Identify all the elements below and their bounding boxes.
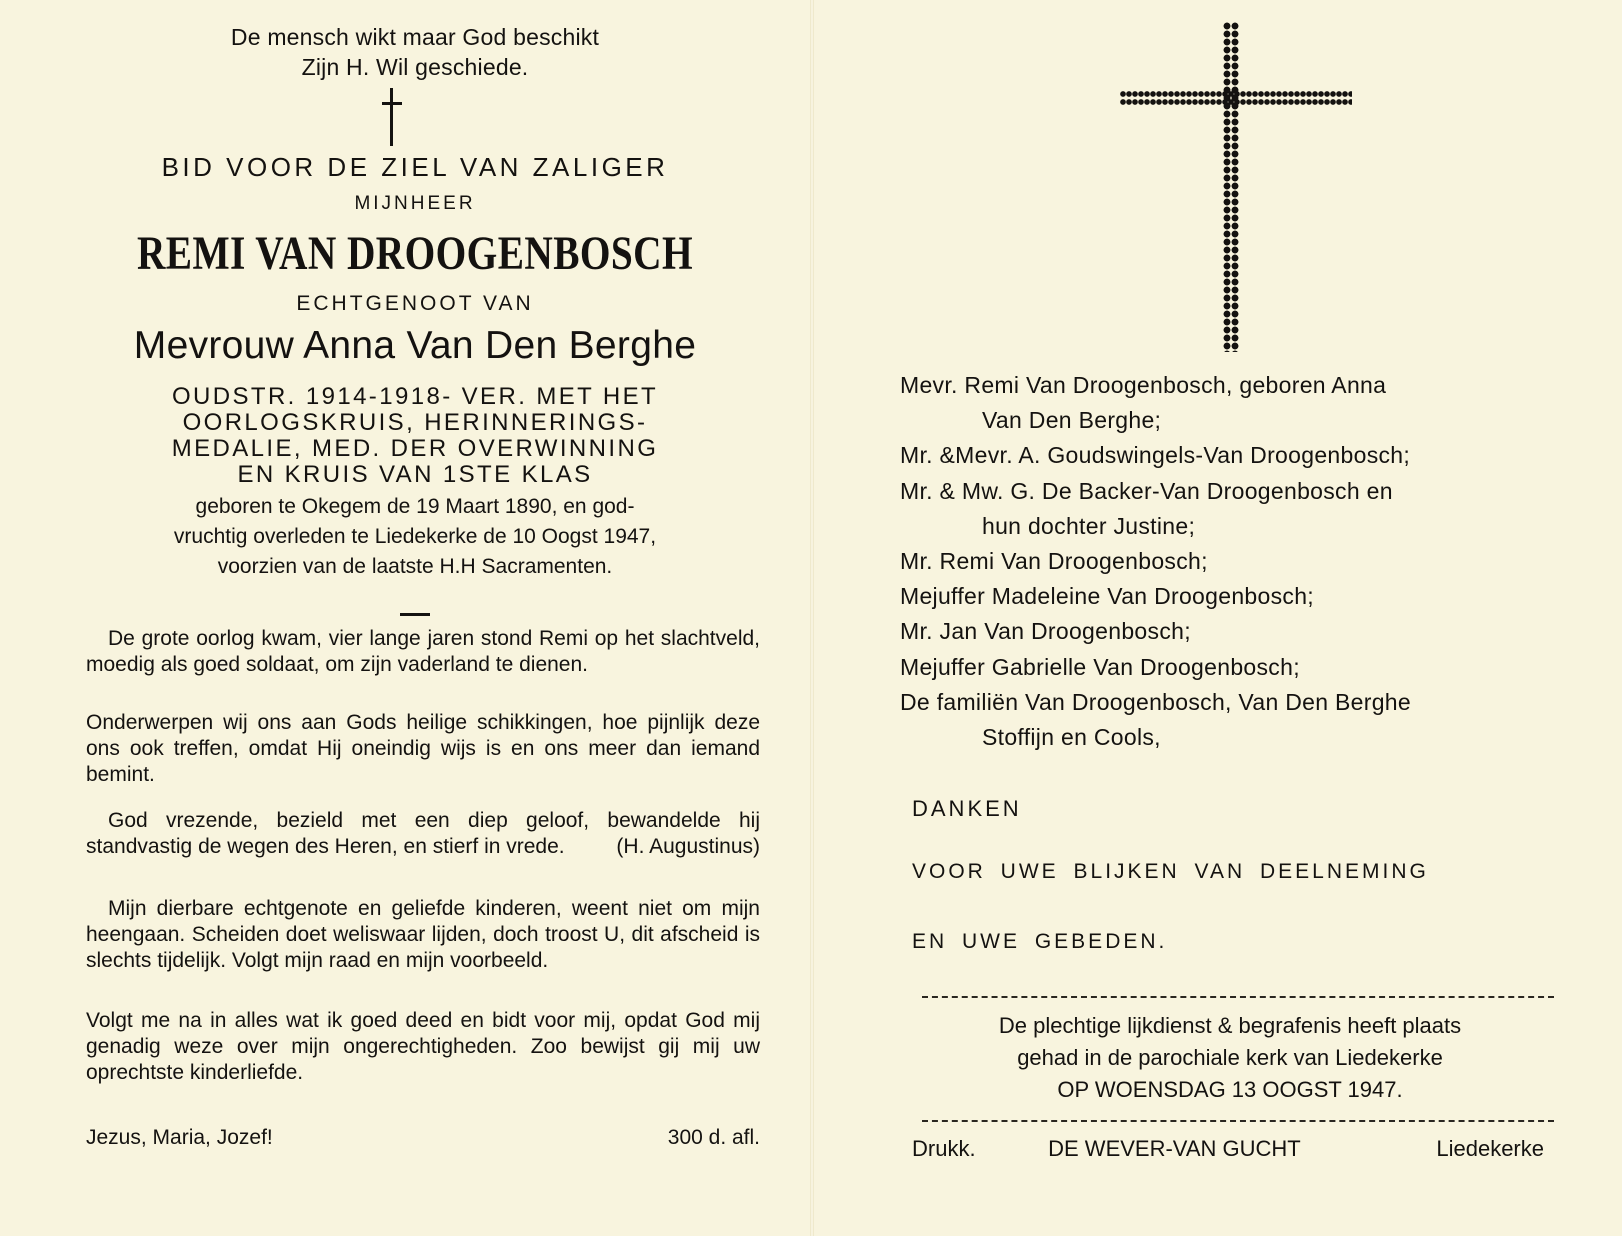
family-line: Mr. Remi Van Droogenbosch; — [900, 548, 1208, 575]
motto-line-2: Zijn H. Wil geschiede. — [301, 54, 529, 80]
paragraph-prayer-request: Volgt me na in alles wat ik goed deed en bidt voor mij, opdat God mij genadig weze over mijn ongerechtigheden. Zoo bewijst gij mij uw oprechtste kinderliefde. — [86, 1009, 760, 1084]
family-line: Mr. Jan Van Droogenbosch; — [900, 618, 1191, 645]
family-line: Van Den Berghe; — [982, 407, 1162, 434]
bio-line-3: voorzien van de laatste H.H Sacramenten. — [217, 555, 613, 578]
paragraph-farewell: Mijn dierbare echtgenote en geliefde kinderen, weent niet om mijn heengaan. Scheiden doet weliswaar lijden, doch troost U, dit afscheid is slechts tijdelijk. Volgt mijn raad en mijn voorbeeld. — [86, 897, 760, 972]
family-line: Mevr. Remi Van Droogenbosch, geboren Anna — [900, 372, 1387, 398]
printer-city: Liedekerke — [1436, 1136, 1544, 1161]
right-panel — [900, 0, 1560, 1236]
family-line: De familiën Van Droogenbosch, Van Den Berghe — [900, 688, 1411, 715]
service-line-2: gehad in de parochiale kerk van Liedekerke — [1017, 1045, 1443, 1070]
honors-line-2: OORLOGSKRUIS, HERINNERINGS- — [182, 409, 648, 436]
family-line: Mr. &Mevr. A. Goudswingels-Van Droogenbosch; — [900, 442, 1411, 469]
bio-line-2: vruchtig overleden te Liedekerke de 10 Oogst 1947, — [173, 525, 657, 548]
paragraph-faith — [86, 808, 760, 860]
honors-line-4: EN KRUIS VAN 1STE KLAS — [237, 461, 593, 488]
left-panel — [70, 0, 760, 1236]
honorific: MIJNHEER — [354, 193, 476, 214]
paragraph-faith-text: God vrezende, bezield met een diep geloof, bewandelde hij standvastig de wegen des Heren, en stierf in vrede. — [86, 809, 760, 858]
cross-icon — [380, 88, 404, 146]
paragraph-war: De grote oorlog kwam, vier lange jaren stond Remi op het slachtveld, moedig als goed soldaat, om zijn vaderland te dienen. — [86, 627, 760, 676]
prayer-heading: BID VOOR DE ZIEL VAN ZALIGER — [161, 152, 669, 182]
thanks-line-2: VOOR UWE BLIJKEN VAN DEELNEMING — [912, 860, 1429, 883]
printer-name: DE WEVER-VAN GUCHT — [1048, 1136, 1301, 1161]
thanks-line-3: EN UWE GEBEDEN. — [912, 930, 1168, 953]
family-line: hun dochter Justine; — [982, 512, 1196, 539]
biography — [70, 492, 760, 582]
service-line-3: OP WOENSDAG 13 OOGST 1947. — [1057, 1077, 1403, 1102]
family-line: Mejuffer Gabrielle Van Droogenbosch; — [900, 653, 1300, 680]
quote-source: (H. Augustinus) — [616, 835, 760, 858]
closing-prayer: Jezus, Maria, Jozef! — [86, 1126, 273, 1149]
service-line-1: De plechtige lijkdienst & begrafenis heeft plaats — [998, 1013, 1462, 1038]
spouse-name: Mevrouw Anna Van Den Berghe — [133, 324, 697, 367]
card-fold — [810, 0, 814, 1236]
family-line: Mejuffer Madeleine Van Droogenbosch; — [900, 583, 1314, 610]
paragraph-submission: Onderwerpen wij ons aan Gods heilige schikkingen, hoe pijnlijk deze ons ook treffen, omdat Hij oneindig wijs is en ons meer dan iemand bemint. — [86, 711, 760, 786]
honors-line-1: OUDSTR. 1914-1918- VER. MET HET — [171, 383, 659, 410]
indulgence: 300 d. afl. — [667, 1126, 760, 1149]
thanks-heading: DANKEN — [912, 796, 1022, 821]
family-line: Mr. & Mw. G. De Backer-Van Droogenbosch en — [900, 477, 1393, 504]
printer-credit — [912, 1136, 1544, 1162]
closing-line — [86, 1126, 760, 1150]
bio-line-1: geboren te Okegem de 19 Maart 1890, en god- — [195, 495, 635, 518]
spouse-intro: ECHTGENOOT VAN — [296, 292, 534, 315]
honors-line-3: MEDALIE, MED. DER OVERWINNING — [171, 435, 659, 462]
dashed-separator — [922, 996, 1554, 998]
motto — [70, 22, 760, 82]
funeral-service-notice — [900, 1010, 1560, 1106]
divider — [400, 613, 430, 616]
printer-label: Drukk. — [912, 1136, 976, 1161]
military-honors — [70, 384, 760, 488]
dashed-separator — [922, 1120, 1554, 1122]
motto-line-1: De mensch wikt maar God beschikt — [230, 24, 600, 50]
deceased-name: REMI VAN DROOGENBOSCH — [136, 227, 694, 280]
family-list — [900, 368, 1560, 755]
family-line: Stoffijn en Cools, — [982, 724, 1161, 751]
